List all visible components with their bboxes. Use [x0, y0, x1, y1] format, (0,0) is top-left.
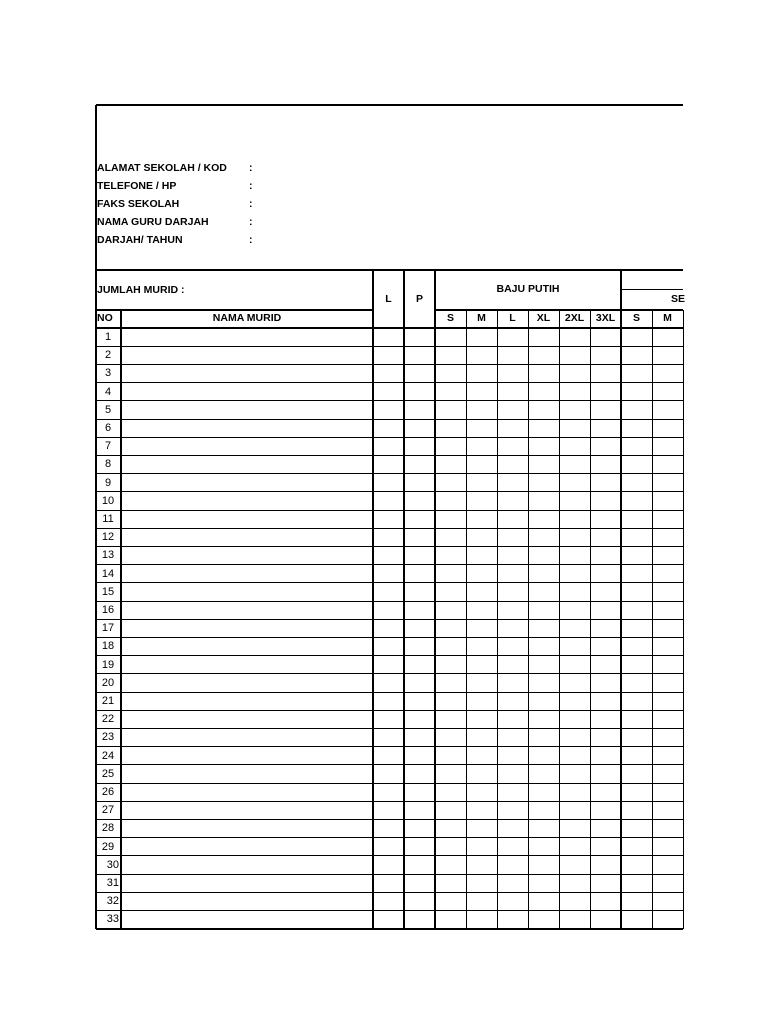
- row-line: [96, 400, 683, 401]
- row-number: 1: [104, 331, 112, 343]
- row-line: [96, 637, 683, 638]
- header-field-label: TELEFONE / HP: [97, 180, 177, 192]
- row-number: 26: [101, 786, 115, 798]
- row-line: [96, 837, 683, 838]
- row-number: 27: [101, 804, 115, 817]
- row-number: 30: [106, 858, 119, 871]
- header-top-border: [96, 104, 683, 106]
- row-line: [96, 673, 683, 674]
- row-number: 9: [104, 476, 112, 489]
- row-number: 22: [101, 713, 115, 726]
- row-line: [96, 564, 683, 565]
- row-number: 8: [104, 458, 112, 471]
- row-number: 32: [106, 895, 119, 908]
- row-line: [96, 910, 683, 911]
- row-line: [96, 510, 683, 511]
- row-line: [96, 928, 683, 930]
- row-line: [96, 801, 683, 802]
- row-line: [96, 382, 683, 383]
- jumlah-murid-label: JUMLAH MURID :: [97, 284, 185, 296]
- row-number: 17: [101, 622, 115, 635]
- row-number: 18: [101, 640, 115, 653]
- header-field-label: FAKS SEKOLAH: [97, 198, 180, 210]
- col-line-nama: [372, 270, 374, 929]
- table-top-border: [96, 269, 683, 271]
- row-line: [96, 346, 683, 347]
- col-header-p: P: [415, 293, 423, 305]
- row-line: [96, 491, 683, 492]
- row-line: [96, 746, 683, 747]
- group-header-second: SE: [671, 293, 686, 305]
- row-line: [96, 764, 683, 765]
- size-header-baju-putih: S: [446, 312, 454, 324]
- row-number: 21: [101, 695, 115, 707]
- header-field-separator: :: [249, 216, 253, 228]
- group-header-baju-putih: BAJU PUTIH: [496, 283, 560, 295]
- row-number: 5: [104, 403, 112, 416]
- col-line-size: [620, 270, 622, 929]
- row-number: 14: [101, 567, 115, 580]
- row-line: [96, 455, 683, 456]
- row-number: 23: [101, 731, 115, 744]
- size-header-baju-putih: XL: [536, 312, 551, 324]
- column-header-bottom-border: [96, 327, 683, 329]
- row-number: 29: [101, 840, 115, 853]
- row-line: [96, 892, 683, 893]
- group-header-divider: [621, 289, 683, 290]
- size-header-baju-putih: M: [477, 312, 486, 324]
- size-header-baju-putih: L: [509, 312, 516, 324]
- header-field-label: DARJAH/ TAHUN: [97, 234, 183, 246]
- row-line: [96, 528, 683, 529]
- header-field-separator: :: [249, 198, 253, 210]
- row-number: 19: [101, 658, 115, 671]
- size-header-baju-putih: 3XL: [595, 312, 616, 324]
- row-number: 12: [101, 531, 115, 544]
- row-number: 11: [102, 513, 114, 525]
- row-line: [96, 855, 683, 856]
- header-field-label: NAMA GURU DARJAH: [97, 216, 209, 228]
- row-number: 33: [106, 913, 119, 926]
- row-number: 6: [104, 422, 112, 434]
- row-number: 15: [101, 585, 115, 598]
- size-header-second: M: [663, 312, 672, 324]
- group-header-second-clip: [621, 292, 686, 308]
- row-number: 2: [104, 349, 112, 362]
- row-number: 28: [101, 822, 115, 835]
- size-header-second: S: [632, 312, 640, 324]
- row-line: [96, 692, 683, 693]
- header-field-separator: :: [249, 234, 253, 246]
- row-number: 16: [101, 604, 115, 616]
- col-line-l: [403, 270, 405, 929]
- row-line: [96, 364, 683, 365]
- row-line: [96, 619, 683, 620]
- row-number: 7: [104, 440, 112, 453]
- row-line: [96, 601, 683, 602]
- row-line: [96, 874, 683, 875]
- col-header-nama-murid: NAMA MURID: [212, 312, 282, 324]
- row-line: [96, 437, 683, 438]
- col-header-l: L: [385, 293, 392, 305]
- col-line-p: [434, 270, 436, 929]
- row-number: 24: [101, 749, 115, 762]
- row-line: [96, 819, 683, 820]
- row-number: 10: [101, 494, 115, 507]
- row-number: 13: [101, 549, 115, 562]
- row-line: [96, 419, 683, 420]
- row-number: 31: [106, 877, 119, 889]
- row-line: [96, 783, 683, 784]
- col-header-no: NO: [97, 312, 113, 324]
- header-field-separator: :: [249, 180, 253, 192]
- row-number: 20: [101, 676, 115, 689]
- size-header-baju-putih: 2XL: [564, 312, 585, 324]
- row-number: 25: [101, 767, 115, 780]
- row-line: [96, 582, 683, 583]
- row-line: [96, 710, 683, 711]
- row-number: 4: [104, 385, 112, 398]
- row-line: [96, 473, 683, 474]
- row-line: [96, 655, 683, 656]
- row-line: [96, 728, 683, 729]
- header-field-label: ALAMAT SEKOLAH / KOD: [97, 162, 227, 174]
- row-line: [96, 546, 683, 547]
- row-number: 3: [104, 367, 112, 380]
- header-field-separator: :: [249, 162, 253, 174]
